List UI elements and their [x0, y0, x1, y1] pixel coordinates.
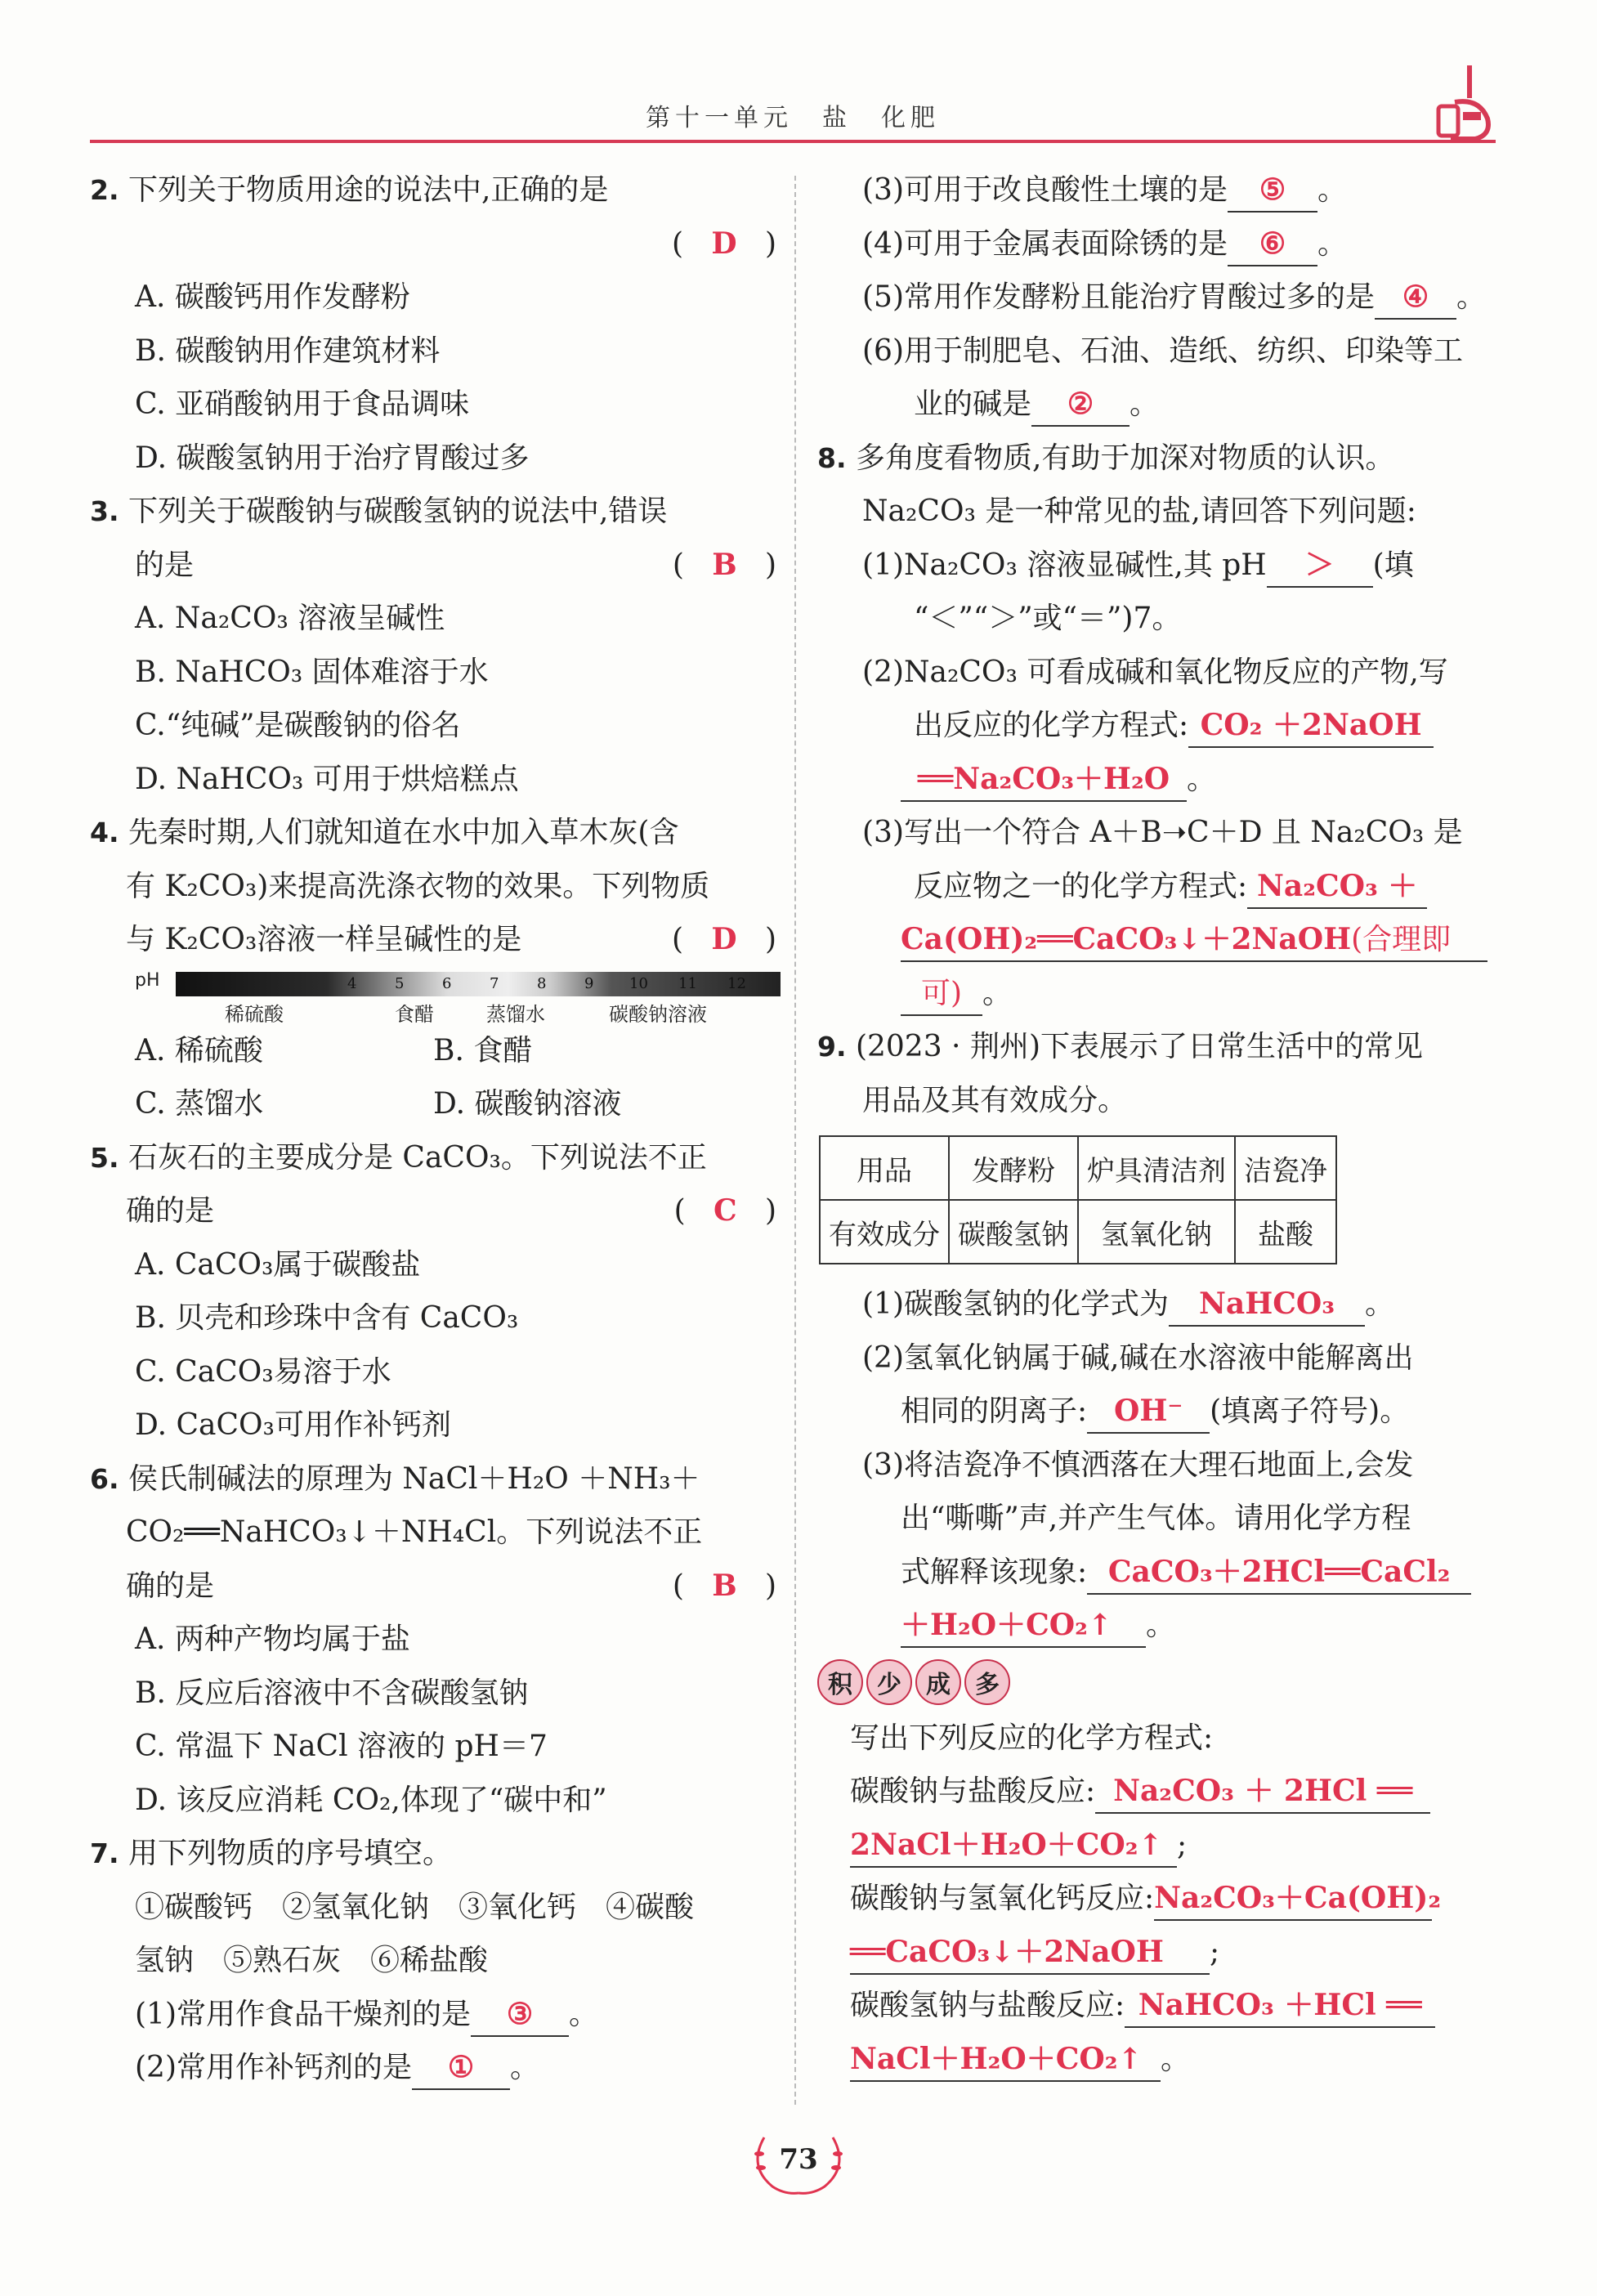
punctuation: ; [1210, 1935, 1220, 1969]
punctuation: 。 [1130, 387, 1160, 421]
sub-question: 反应物之一的化学方程式: [914, 869, 1248, 903]
option: D. NaHCO₃ 可用于烘焙糕点 [135, 762, 519, 796]
sub-question: (5)常用作发酵粉且能治疗胃酸过多的是 [862, 280, 1375, 314]
punctuation: 。 [1146, 1609, 1176, 1642]
question-stem: 确的是 [126, 1194, 215, 1228]
answer: Na₂CO₃＋Ca(OH)₂ [1154, 1881, 1442, 1915]
table-cell: 碳酸氢钠 [949, 1200, 1078, 1264]
header-rule [90, 140, 1496, 143]
sub-question: (1)常用作食品干燥剂的是 [135, 1997, 471, 2031]
punctuation: 。 [1317, 173, 1348, 207]
answer: ⑤ [1259, 172, 1286, 207]
option: A. CaCO₃属于碳酸盐 [135, 1247, 421, 1282]
question-stem: 石灰石的主要成分是 CaCO₃。下列说法不正 [127, 1140, 707, 1175]
table-cell: 氢氧化钠 [1078, 1200, 1235, 1264]
answer: ⑥ [1259, 226, 1286, 261]
table-cell: 用品 [820, 1136, 949, 1200]
sub-question: 出“嘶嘶”声,并产生气体。请用化学方程 [901, 1502, 1411, 1535]
sub-question: (2)常用作补钙剂的是 [135, 2051, 412, 2084]
table-cell: 洁瓷净 [1235, 1136, 1336, 1200]
question-number: 7. [90, 1837, 119, 1869]
answer: C [713, 1193, 737, 1228]
section-intro: 写出下列反应的化学方程式: [850, 1721, 1214, 1755]
answer-bracket: ( D ) [672, 226, 776, 261]
substance-list: 氢钠 ⑤熟石灰 ⑥稀盐酸 [135, 1944, 489, 1977]
punctuation: 。 [982, 976, 1013, 1010]
option: C. 蒸馏水 [135, 1087, 264, 1121]
question-8 [817, 432, 1504, 1021]
substance-list: ①碳酸钙 ②氢氧化钠 ③氧化钙 ④碳酸 [135, 1890, 695, 1924]
question-stem: 确的是 [126, 1569, 215, 1603]
option: A. Na₂CO₃ 溶液呈碱性 [135, 602, 445, 635]
question-number: 3. [90, 495, 119, 527]
question-number: 6. [90, 1462, 119, 1495]
question-number: 4. [90, 817, 119, 848]
answer: OH⁻ [1113, 1394, 1183, 1428]
ph-item: 食醋 [395, 1002, 434, 1026]
punctuation: 。 [1161, 2042, 1191, 2076]
option: A. 碳酸钙用作发酵粉 [135, 280, 410, 314]
sub-question: (6)用于制肥皂、石油、造纸、纺织、印染等工 [862, 333, 1463, 368]
sub-question: (3)可用于改良酸性土壤的是 [862, 173, 1228, 207]
ph-number: 11 [678, 974, 697, 992]
page-footer [0, 2125, 1597, 2199]
punctuation: 。 [1456, 280, 1487, 314]
option: B. 食醋 [433, 1033, 533, 1067]
ph-number: 4 [347, 974, 357, 992]
option: D. 该反应消耗 CO₂,体现了“碳中和” [135, 1783, 607, 1817]
sub-question: (4)可用于金属表面除锈的是 [862, 226, 1228, 261]
sub-question: (1)碳酸氢钠的化学式为 [862, 1287, 1169, 1321]
ji-shao-cheng-duo-section [817, 1653, 1504, 2087]
option: D. 碳酸氢钠用于治疗胃酸过多 [135, 441, 530, 475]
answer-bracket: ( B ) [672, 1568, 776, 1603]
punctuation: ; [1177, 1828, 1188, 1862]
ph-number: 12 [727, 974, 746, 992]
answer: 2NaCl＋H₂O＋CO₂↑ [850, 1827, 1163, 1862]
option: A. 稀硫酸 [135, 1033, 263, 1067]
microscope-flask-icon [1430, 61, 1504, 143]
ph-item: 碳酸钠溶液 [609, 1002, 707, 1026]
ph-scale-figure [135, 967, 776, 1024]
ph-number: 10 [629, 974, 648, 992]
answer: B [712, 547, 737, 582]
product-table [819, 1135, 1337, 1264]
question-4 [90, 806, 776, 1131]
ph-number: 7 [490, 974, 499, 992]
answer: B [712, 1568, 737, 1603]
question-stem: 用品及其有效成分。 [862, 1083, 1128, 1117]
question-9 [817, 1020, 1504, 1653]
question-stem: 先秦时期,人们就知道在水中加入草木灰(含 [127, 816, 679, 849]
question-stem: 用下列物质的序号填空。 [127, 1837, 452, 1870]
answer: CO₂ ＋2NaOH [1200, 708, 1422, 742]
option: B. 贝壳和珍珠中含有 CaCO₃ [135, 1301, 519, 1335]
question-7 [90, 1827, 776, 2095]
punctuation: 。 [569, 1997, 599, 2031]
badge-cheng: 成 [915, 1659, 961, 1705]
ph-number: 6 [442, 974, 452, 992]
sub-question: 式解释该现象: [901, 1555, 1088, 1589]
column-divider [794, 176, 796, 2105]
answer: ② [1067, 387, 1094, 421]
punctuation: 。 [510, 2051, 540, 2084]
table-cell: 炉具清洁剂 [1078, 1136, 1235, 1200]
answer: NaHCO₃ [1198, 1287, 1335, 1321]
question-stem: 下列关于物质用途的说法中,正确的是 [127, 173, 609, 207]
question-number: 8. [817, 441, 847, 474]
option: D. CaCO₃可用作补钙剂 [135, 1408, 451, 1442]
table-cell: 盐酸 [1235, 1200, 1336, 1264]
punctuation: 。 [1317, 226, 1348, 261]
question-2 [90, 163, 776, 485]
question-stem: Na₂CO₃ 是一种常见的盐,请回答下列问题: [862, 495, 1416, 528]
question-stem: 的是 [135, 548, 195, 582]
question-number: 2. [90, 174, 119, 206]
sub-question: “＜”“＞”或“＝”)7。 [914, 602, 1182, 635]
question-stem: 多角度看物质,有助于加深对物质的认识。 [855, 441, 1395, 475]
sub-question: (填 [1372, 548, 1414, 582]
option: C. 亚硝酸钠用于食品调味 [135, 387, 470, 421]
question-3 [90, 485, 776, 806]
answer: ③ [506, 1996, 534, 2031]
answer-note: 可) [920, 976, 963, 1010]
answer: ══Na₂CO₃＋H₂O [917, 761, 1170, 796]
punctuation: 。 [1365, 1287, 1395, 1321]
question-stem: 侯氏制碱法的原理为 NaCl＋H₂O ＋NH₃＋ [127, 1461, 700, 1496]
ph-number: 9 [584, 974, 594, 992]
badge-duo: 多 [964, 1659, 1010, 1705]
table-row [820, 1136, 1336, 1200]
reaction-prompt: 碳酸钠与氢氧化钙反应: [850, 1882, 1155, 1915]
answer-bracket: ( C ) [673, 1193, 776, 1228]
section-badges [817, 1653, 1504, 1712]
sub-question: (2)氢氧化钠属于碱,碱在水溶液中能解离出 [862, 1340, 1414, 1375]
question-5 [90, 1131, 776, 1452]
option: B. 碳酸钠用作建筑材料 [135, 333, 441, 368]
option: B. NaHCO₃ 固体难溶于水 [135, 655, 489, 689]
answer: D [711, 226, 737, 261]
reaction-prompt: 碳酸氢钠与盐酸反应: [850, 1989, 1125, 2022]
answer-bracket: ( B ) [672, 547, 776, 582]
sub-question: 业的碱是 [914, 387, 1032, 421]
ph-label: pH [135, 969, 160, 991]
punctuation: 。 [1187, 762, 1217, 796]
table-cell: 发酵粉 [949, 1136, 1078, 1200]
ph-number: 8 [537, 974, 547, 992]
answer: CaCO₃＋2HCl══CaCl₂ [1107, 1554, 1451, 1589]
answer: NaHCO₃ ＋HCl ══ [1138, 1988, 1422, 2022]
ph-item: 蒸馏水 [486, 1002, 545, 1026]
answer: ④ [1402, 280, 1429, 314]
question-stem: 有 K₂CO₃)来提高洗涤衣物的效果。下列物质 [126, 869, 710, 903]
answer-note: (合理即 [1351, 923, 1452, 956]
option: D. 碳酸钠溶液 [433, 1087, 622, 1121]
sub-question: (3)将洁瓷净不慎洒落在大理石地面上,会发 [862, 1448, 1414, 1482]
sub-question: (3)写出一个符合 A＋B➝C＋D 且 Na₂CO₃ 是 [862, 816, 1463, 849]
sub-question: (2)Na₂CO₃ 可看成碱和氧化物反应的产物,写 [862, 655, 1448, 689]
question-number: 5. [90, 1141, 119, 1174]
question-6 [90, 1452, 776, 1828]
badge-shao: 少 [866, 1659, 912, 1705]
page-header [90, 86, 1496, 143]
left-column [90, 163, 776, 2095]
reaction-prompt: 碳酸钠与盐酸反应: [850, 1775, 1096, 1808]
badge-ji: 积 [817, 1659, 863, 1705]
right-column [817, 163, 1504, 2086]
sub-question: 出反应的化学方程式: [914, 709, 1189, 742]
option: C. 常温下 NaCl 溶液的 pH＝7 [135, 1730, 548, 1763]
answer: ① [447, 2050, 475, 2084]
answer: Ca(OH)₂══CaCO₃↓＋2NaOH [901, 922, 1352, 956]
question-number: 9. [817, 1031, 847, 1063]
question-7-continued [817, 163, 1504, 432]
option: C.“纯碱”是碳酸钠的俗名 [135, 709, 461, 742]
sub-question: (填离子符号)。 [1210, 1394, 1410, 1428]
page-number: 73 [779, 2143, 818, 2176]
unit-title: 第十一单元 盐 化肥 [646, 104, 940, 132]
answer: D [711, 922, 737, 956]
question-stem: 下列关于碳酸钠与碳酸氢钠的说法中,错误 [127, 495, 668, 528]
question-stem: 与 K₂CO₃溶液一样呈碱性的是 [126, 923, 522, 956]
ph-numbers [176, 972, 781, 996]
sub-question: (1)Na₂CO₃ 溶液显碱性,其 pH [862, 548, 1267, 582]
option: A. 两种产物均属于盐 [135, 1622, 410, 1656]
option: C. CaCO₃易溶于水 [135, 1354, 391, 1389]
answer: ＞ [1304, 547, 1335, 582]
sub-question: 相同的阴离子: [901, 1394, 1088, 1428]
question-stem: CO₂══NaHCO₃↓＋NH₄Cl。下列说法不正 [126, 1515, 703, 1549]
answer: Na₂CO₃ ＋ 2HCl ══ [1113, 1774, 1413, 1808]
answer: Na₂CO₃ ＋ [1256, 868, 1418, 903]
ph-item: 稀硫酸 [225, 1002, 284, 1026]
question-stem: (2023 · 荆州)下表展示了日常生活中的常见 [855, 1030, 1423, 1063]
ph-number: 5 [395, 974, 405, 992]
table-cell: 有效成分 [820, 1200, 949, 1264]
table-row [820, 1200, 1336, 1264]
option: B. 反应后溶液中不含碳酸氢钠 [135, 1676, 529, 1710]
answer: ══CaCO₃↓＋2NaOH [850, 1934, 1164, 1969]
answer: ＋H₂O＋CO₂↑ [901, 1608, 1113, 1642]
answer-bracket: ( D ) [672, 922, 776, 956]
answer: NaCl＋H₂O＋CO₂↑ [850, 2041, 1143, 2076]
